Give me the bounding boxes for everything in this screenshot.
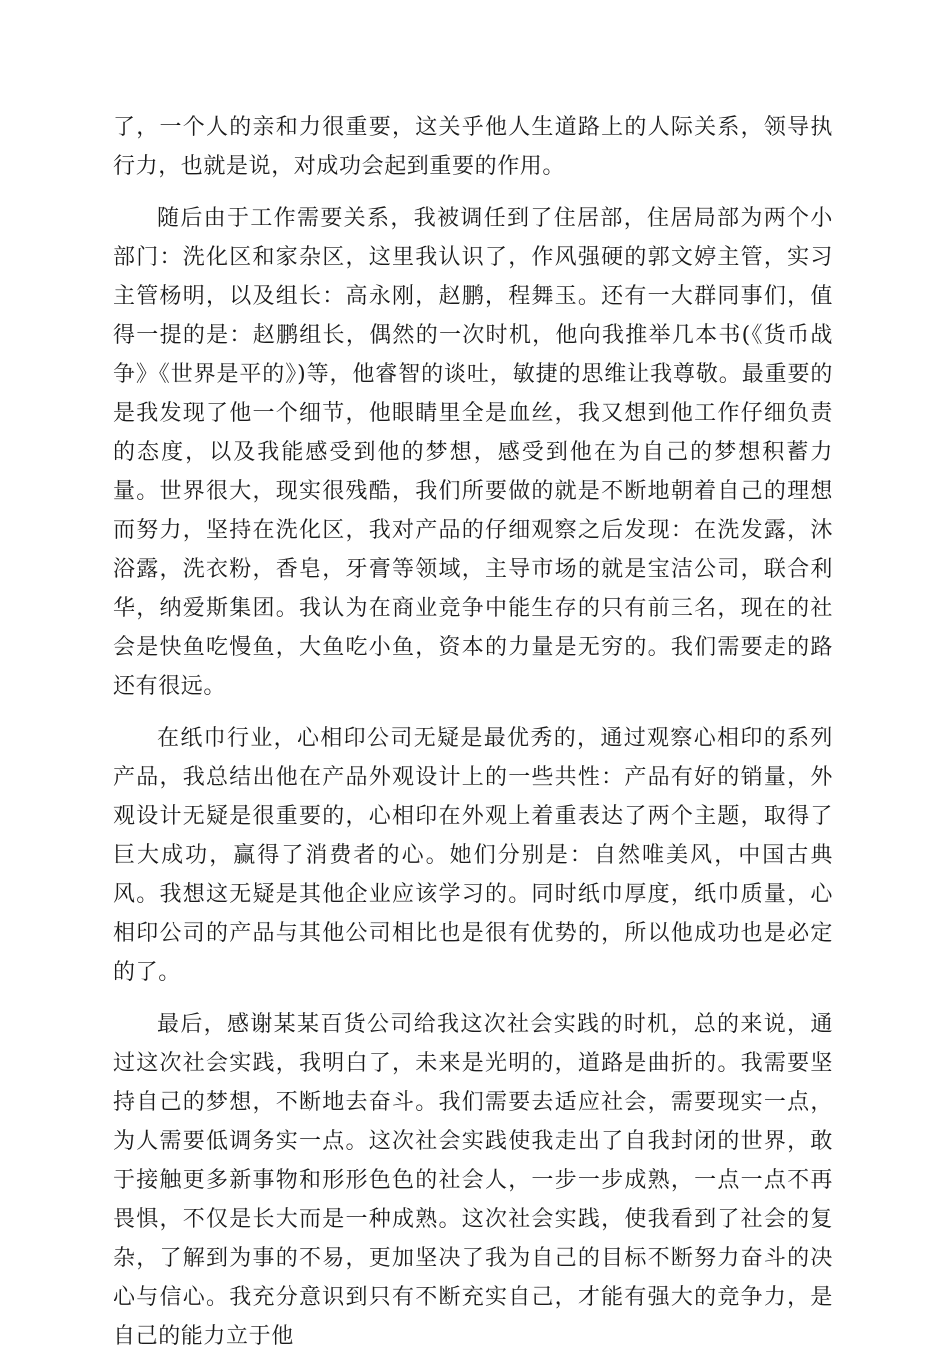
paragraph-work-transfer: 随后由于工作需要关系，我被调任到了住居部，住居局部为两个小部门：洗化区和家杂区，这里我认识了，作风强硬的郭文婷主管，实习主管杨明，以及组长：高永刚，赵鹏，程舞玉。还有一大群同事们，值得一提的是：赵鹏组长，偶然的一次时机，他向我推举几本书(《货币战争》《世界是平的》)等，他睿智的谈吐，敏捷的思维让我尊敬。最重要的是我发现了他一个细节，他眼睛里全是血丝，我又想到他工作仔细负责的态度，以及我能感受到他的梦想，感受到他在为自己的梦想积蓄力量。世界很大，现实很残酷，我们所要做的就是不断地朝着自己的理想而努力，坚持在洗化区，我对产品的仔细观察之后发现：在洗发露，沐浴露，洗衣粉，香皂，牙膏等领域，主导市场的就是宝洁公司，联合利华，纳爱斯集团。我认为在商业竞争中能生存的只有前三名，现在的社会是快鱼吃慢鱼，大鱼吃小鱼，资本的力量是无穷的。我们需要走的路还有很远。 — [113, 206, 833, 699]
document-body — [113, 108, 833, 1356]
paragraph-continuation: 了，一个人的亲和力很重要，这关乎他人生道路上的人际关系，领导执行力，也就是说，对成功会起到重要的作用。 — [113, 115, 833, 179]
paragraph-tissue-industry: 在纸巾行业，心相印公司无疑是最优秀的，通过观察心相印的系列产品，我总结出他在产品外观设计上的一些共性：产品有好的销量，外观设计无疑是很重要的，心相印在外观上着重表达了两个主题，取得了巨大成功，赢得了消费者的心。她们分别是：自然唯美风，中国古典风。我想这无疑是其他企业应该学习的。同时纸巾厚度，纸巾质量，心相印公司的产品与其他公司相比也是很有优势的，所以他成功也是必定的了。 — [113, 726, 833, 985]
paragraph-conclusion: 最后，感谢某某百货公司给我这次社会实践的时机，总的来说，通过这次社会实践，我明白了，未来是光明的，道路是曲折的。我需要坚持自己的梦想，不断地去奋斗。我们需要去适应社会，需要现实一点，为人需要低调务实一点。这次社会实践使我走出了自我封闭的世界，敢于接触更多新事物和形形色色的社会人，一步一步成熟，一点一点不再畏惧，不仅是长大而是一种成熟。这次社会实践，使我看到了社会的复杂，了解到为事的不易，更加坚决了我为自己的目标不断努力奋斗的决心与信心。我充分意识到只有不断充实自己，才能有强大的竞争力，是自己的能力立于他 — [113, 1012, 833, 1349]
